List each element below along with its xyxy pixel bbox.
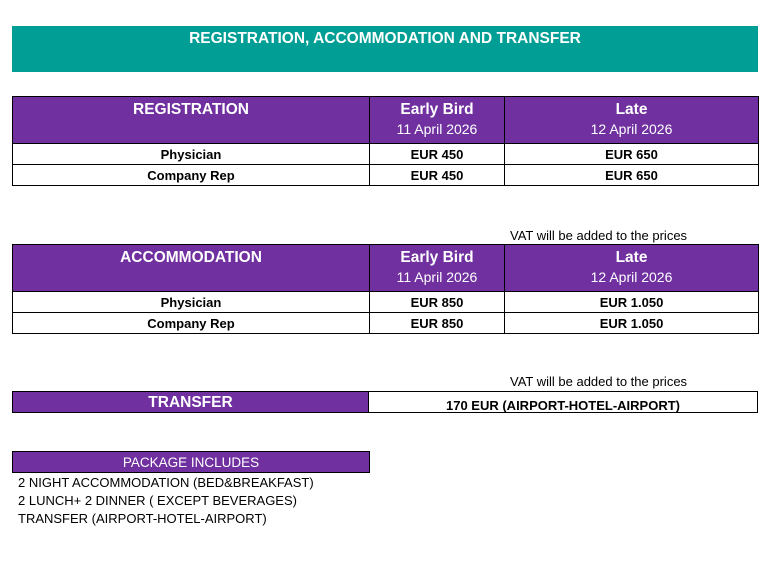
row-early-price: EUR 450 — [370, 144, 505, 165]
registration-title: REGISTRATION — [133, 101, 249, 118]
registration-early-header — [370, 97, 505, 144]
registration-header-row — [13, 97, 759, 144]
late-date: 12 April 2026 — [590, 269, 673, 285]
list-item: 2 LUNCH+ 2 DINNER ( EXCEPT BEVERAGES) — [18, 493, 297, 508]
row-early-price: EUR 850 — [370, 292, 505, 313]
registration-vat-note: VAT will be added to the prices — [510, 228, 688, 243]
accommodation-title: ACCOMMODATION — [120, 249, 262, 266]
row-name: Physician — [13, 144, 370, 165]
package-list — [18, 474, 314, 528]
table-row — [13, 292, 759, 313]
banner-title: REGISTRATION, ACCOMMODATION AND TRANSFER — [189, 30, 581, 47]
list-item: TRANSFER (AIRPORT-HOTEL-AIRPORT) — [18, 511, 267, 526]
row-late-price: EUR 650 — [505, 144, 759, 165]
accommodation-header-row — [13, 245, 759, 292]
registration-table — [12, 96, 759, 186]
late-title: Late — [615, 101, 648, 118]
table-row — [13, 313, 759, 334]
package-title: PACKAGE INCLUDES — [12, 451, 370, 473]
transfer-label: TRANSFER — [12, 391, 369, 413]
early-bird-title: Early Bird — [400, 249, 474, 266]
late-title: Late — [615, 249, 648, 266]
accommodation-header-label — [13, 245, 370, 292]
row-late-price: EUR 650 — [505, 165, 759, 186]
page-banner — [12, 26, 758, 72]
row-late-price: EUR 1.050 — [505, 292, 759, 313]
accommodation-early-header — [370, 245, 505, 292]
registration-header-label — [13, 97, 370, 144]
accommodation-table — [12, 244, 759, 334]
list-item: 2 NIGHT ACCOMMODATION (BED&BREAKFAST) — [18, 475, 314, 490]
registration-late-header — [505, 97, 759, 144]
accommodation-vat-note: VAT will be added to the prices — [510, 374, 688, 389]
early-bird-date: 11 April 2026 — [396, 269, 478, 285]
row-late-price: EUR 1.050 — [505, 313, 759, 334]
early-bird-title: Early Bird — [400, 101, 474, 118]
row-early-price: EUR 850 — [370, 313, 505, 334]
accommodation-late-header — [505, 245, 759, 292]
late-date: 12 April 2026 — [590, 121, 673, 137]
early-bird-date: 11 April 2026 — [396, 121, 478, 137]
row-name: Company Rep — [13, 165, 370, 186]
table-row — [13, 165, 759, 186]
row-early-price: EUR 450 — [370, 165, 505, 186]
row-name: Company Rep — [13, 313, 370, 334]
table-row — [13, 144, 759, 165]
row-name: Physician — [13, 292, 370, 313]
transfer-price: 170 EUR (AIRPORT-HOTEL-AIRPORT) — [369, 391, 758, 413]
